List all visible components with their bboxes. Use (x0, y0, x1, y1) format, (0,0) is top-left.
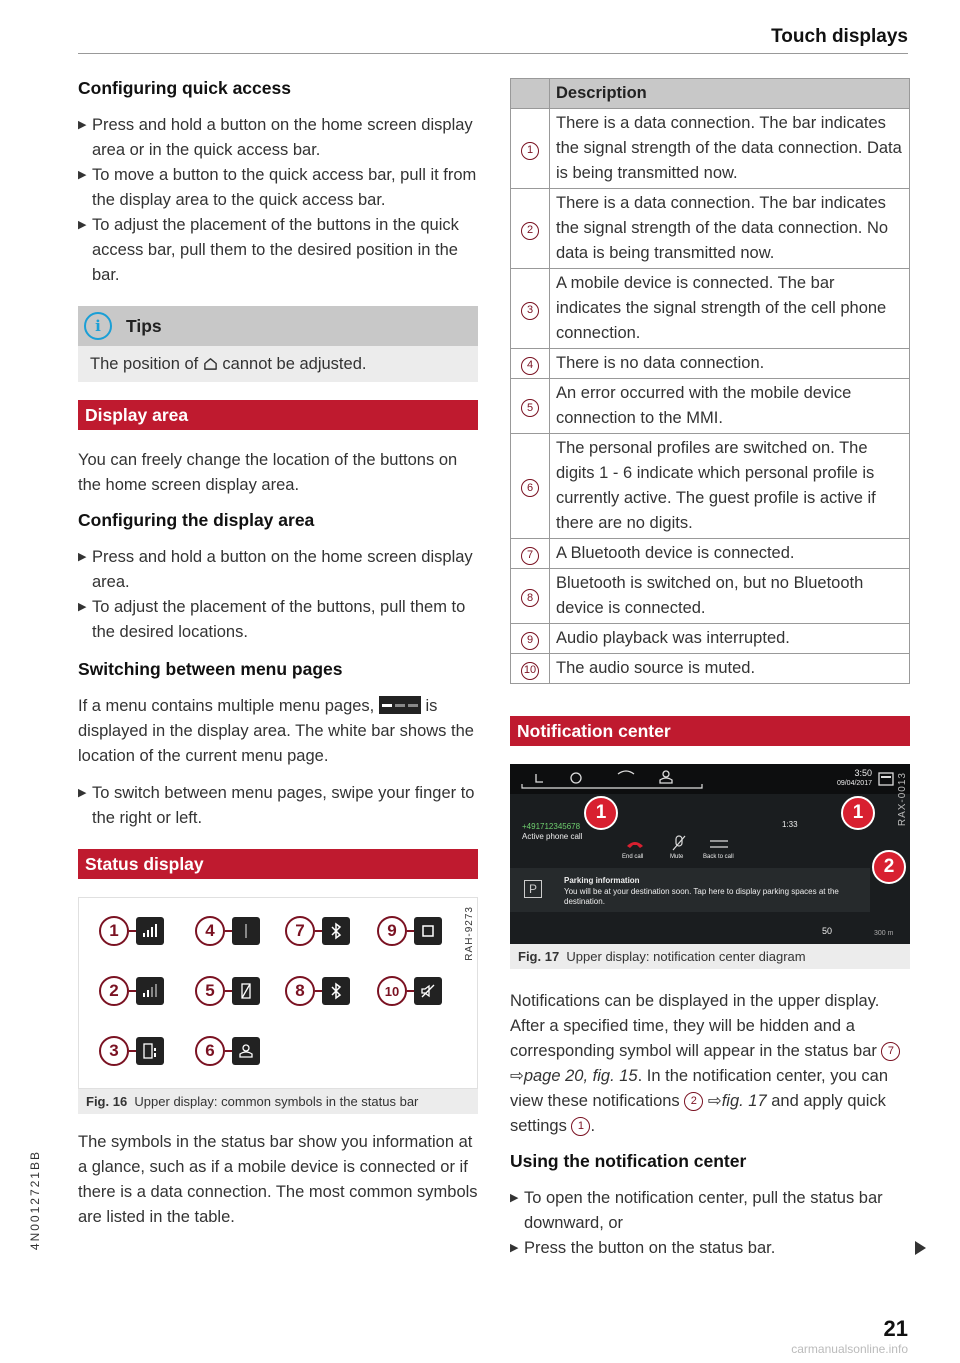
distance: 300 m (874, 930, 894, 937)
bullet-arrow-icon: ▶ (510, 1192, 519, 1204)
symbol-10: 10 (377, 976, 442, 1006)
status-bar (510, 764, 910, 794)
list-item: ▶ To adjust the placement of the buttons in the quick access bar, pull them to the desired position in the bar. (78, 213, 478, 288)
bluetooth-on-icon (322, 977, 350, 1005)
lte-idle-icon (136, 977, 164, 1005)
watermark: carmanualsonline.info (791, 1342, 908, 1356)
table-row (511, 569, 910, 624)
row-description: The audio source is muted. (550, 654, 910, 684)
device-error-icon (232, 977, 260, 1005)
quick-access-list (78, 113, 478, 288)
row-number: 3 (521, 302, 539, 320)
figure-17-caption: Fig. 17 Upper display: notification center diagram (518, 949, 806, 964)
notification-center-band: Notification center (510, 716, 910, 746)
date: 09/04/2017 (836, 780, 872, 787)
row-description: There is no data connection. (550, 349, 910, 379)
audio-muted-icon (414, 977, 442, 1005)
marker-2-notifications: 2 (872, 850, 906, 884)
figure-code: RAX-0013 (897, 772, 908, 827)
parking-icon: P (524, 880, 542, 898)
row-number: 8 (521, 589, 539, 607)
header-rule (78, 53, 908, 54)
right-column (510, 70, 910, 1275)
mute-icon[interactable] (672, 834, 686, 852)
status-display-band: Status display (78, 849, 478, 879)
symbol-3: 3 (99, 1036, 164, 1066)
switch-pages-list (78, 781, 478, 831)
phone-number: +491712345678 (522, 822, 581, 831)
row-number: 5 (521, 399, 539, 417)
symbol-1: 1 (99, 916, 164, 946)
row-description: There is a data connection. The bar indicates the signal strength of the data connection. Data is being transmitted now. (550, 109, 910, 189)
home-icon (203, 356, 218, 371)
bullet-arrow-icon: ▶ (78, 119, 87, 131)
row-number: 7 (521, 547, 539, 565)
table-row (511, 624, 910, 654)
table-header-row (511, 79, 910, 109)
ref-arrow-icon: ⇨ (510, 1067, 524, 1085)
end-call-label: End call (622, 854, 644, 860)
call-duration: 1:33 (782, 820, 798, 829)
bullet-arrow-icon: ▶ (78, 787, 87, 799)
row-description: There is a data connection. The bar indicates the signal strength of the data connection. No data is being transmitted now. (550, 189, 910, 269)
back-to-call-label: Back to call (703, 854, 734, 860)
table-row (511, 539, 910, 569)
switch-pages-heading: Switching between menu pages (78, 659, 343, 679)
row-number: 9 (521, 632, 539, 650)
left-column (78, 70, 478, 1242)
symbol-6: 6 (195, 1036, 260, 1066)
using-notification-list (510, 1186, 910, 1261)
row-description: A mobile device is connected. The bar indicates the signal strength of the cell phone connection. (550, 269, 910, 349)
profile-icon (232, 1037, 260, 1065)
marker-1-quick-settings: 1 (584, 796, 618, 830)
document-code: 4N0012721BB (28, 1150, 42, 1251)
table-row (511, 654, 910, 684)
tips-box (78, 306, 478, 382)
table-row (511, 269, 910, 349)
status-bar-icons (514, 764, 714, 794)
cell-phone-icon (136, 1037, 164, 1065)
row-number: 6 (521, 479, 539, 497)
parking-title: Parking information (564, 876, 640, 885)
symbol-5: 5 (195, 976, 260, 1006)
call-label: Active phone call (522, 832, 583, 841)
lte-data-icon (136, 917, 164, 945)
parking-text: You will be at your destination soon. Tap here to display parking spaces at the destination. (564, 887, 839, 906)
table-header-description: Description (550, 79, 910, 109)
info-icon: i (84, 312, 112, 340)
no-data-icon (232, 917, 260, 945)
back-to-call-icon[interactable] (708, 838, 730, 850)
bullet-arrow-icon: ▶ (78, 219, 87, 231)
tips-label: Tips (126, 315, 162, 336)
symbol-4: 4 (195, 916, 260, 946)
continue-arrow-icon (915, 1241, 926, 1255)
config-display-heading: Configuring the display area (78, 510, 315, 530)
ref-arrow-icon: ⇨ (707, 1092, 722, 1110)
table-row (511, 189, 910, 269)
parking-notification[interactable] (510, 868, 870, 912)
row-description: Bluetooth is switched on, but no Bluetooth device is connected. (550, 569, 910, 624)
audio-stop-icon (414, 917, 442, 945)
row-description: An error occurred with the mobile device connection to the MMI. (550, 379, 910, 434)
bullet-arrow-icon: ▶ (78, 551, 87, 563)
status-symbol-table (510, 78, 910, 684)
table-row (511, 109, 910, 189)
list-item: ▶ Press and hold a button on the home screen display area or in the quick access bar. (78, 113, 478, 163)
speed-limit: 50 (822, 926, 833, 936)
bullet-arrow-icon: ▶ (78, 169, 87, 181)
status-display-body: The symbols in the status bar show you information at a glance, such as if a mobile device is connected or if there is a data connection. The most common symbols are listed in the table. (78, 1133, 478, 1226)
row-description: Audio playback was interrupted. (550, 624, 910, 654)
list-item: ▶ Press and hold a button on the home screen display area. (78, 545, 478, 595)
end-call-icon[interactable] (625, 838, 645, 850)
list-item: ▶ To adjust the placement of the buttons, pull them to the desired locations. (78, 595, 478, 645)
symbol-7: 7 (285, 916, 350, 946)
list-item: ▶ To open the notification center, pull the status bar downward, or (510, 1186, 910, 1236)
list-item: ▶ To move a button to the quick access bar, pull it from the display area to the quick access bar. (78, 163, 478, 213)
row-number: 4 (521, 357, 539, 375)
row-number: 2 (521, 222, 539, 240)
running-header: Touch displays (771, 26, 908, 47)
symbol-2: 2 (99, 976, 164, 1006)
mute-label: Mute (670, 854, 684, 860)
row-description: A Bluetooth device is connected. (550, 539, 910, 569)
status-symbols-diagram (78, 897, 478, 1089)
config-display-list (78, 545, 478, 645)
bluetooth-connected-icon (322, 917, 350, 945)
figure-17 (510, 764, 910, 969)
list-item: ▶ To switch between menu pages, swipe your finger to the right or left. (78, 781, 478, 831)
table-body (511, 109, 910, 684)
marker-1-status-icon: 1 (841, 796, 875, 830)
bullet-arrow-icon: ▶ (78, 601, 87, 613)
switch-pages-text: If a menu contains multiple menu pages, is displayed in the display area. The white bar shows the location of the current menu page. (78, 697, 474, 765)
page-number: 21 (883, 1316, 908, 1341)
table-row (511, 379, 910, 434)
clock: 3:50 (854, 768, 872, 778)
tips-text: The position of cannot be adjusted. (78, 346, 478, 382)
row-description: The personal profiles are switched on. The digits 1 - 6 indicate which personal profile is currently active. The guest profile is active if there are no digits. (550, 434, 910, 539)
notification-center-diagram (510, 764, 910, 944)
quick-access-heading: Configuring quick access (78, 78, 291, 98)
using-notification-heading: Using the notification center (510, 1151, 747, 1171)
notification-body: Notifications can be displayed in the upper display. After a specified time, they will be hidden and a corresponding symbol will appear in the status bar 7 ⇨page 20, fig. 15. In the notification center, you can view these notifications 2 ⇨fig. 17 and apply quick settings 1 . (510, 989, 910, 1139)
list-item: ▶ Press the button on the status bar. (510, 1236, 910, 1261)
page-indicator-icon (379, 696, 421, 714)
row-number: 1 (521, 142, 539, 160)
table-row (511, 349, 910, 379)
figure-16 (78, 897, 478, 1114)
symbol-8: 8 (285, 976, 350, 1006)
figure-16-caption: Fig. 16 Upper display: common symbols in the status bar (86, 1094, 419, 1109)
display-area-intro: You can freely change the location of the buttons on the home screen display area. (78, 451, 458, 494)
bullet-arrow-icon: ▶ (510, 1242, 519, 1254)
notification-center-icon[interactable] (878, 772, 894, 786)
symbol-9: 9 (377, 916, 442, 946)
figure-code: RAH-9273 (464, 906, 475, 961)
table-row (511, 434, 910, 539)
row-number: 10 (521, 662, 539, 680)
display-area-band: Display area (78, 400, 478, 430)
